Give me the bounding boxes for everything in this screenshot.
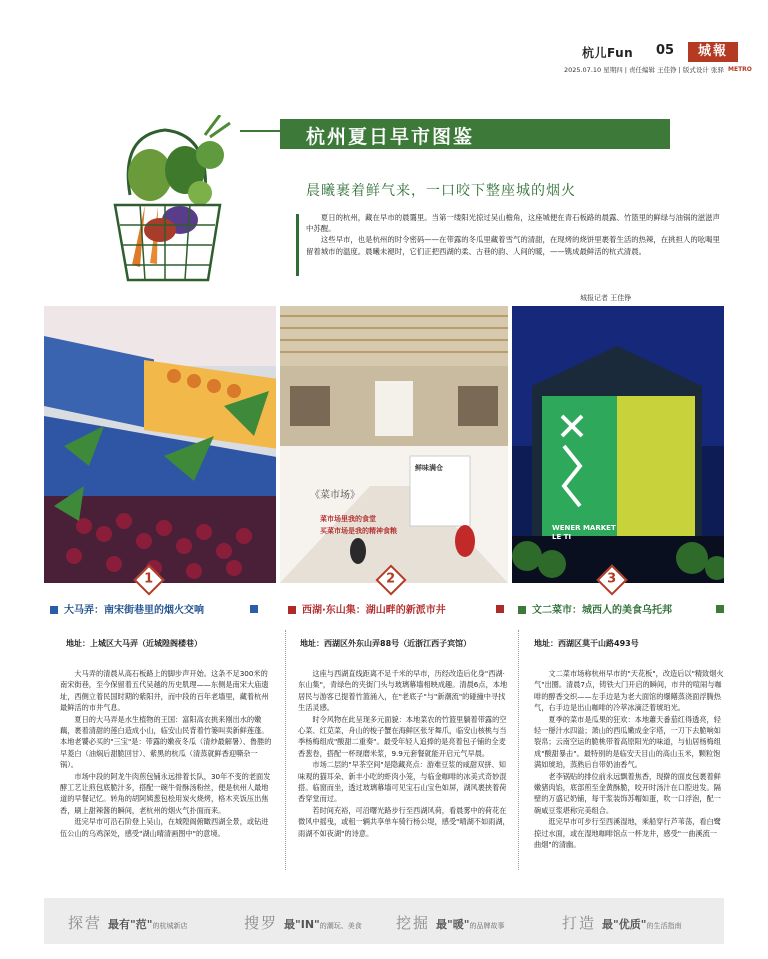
photo-market-interior bbox=[280, 306, 508, 583]
body-paragraph: 老李锅贴的排位前永远飘着焦香，现擀的面皮包裹着鲜嫩猪肉馅，底部煎至金黄酥脆，咬开时汤汁在口腔迸发。隔壁的万盛记奶铺，每干浆装饰苏帽如蛋，吹一口浮泡，配一碗咸豆浆堪称完美组合。 bbox=[534, 771, 721, 815]
page-number: 05 bbox=[656, 43, 675, 58]
photo-badge: 2 bbox=[375, 564, 406, 595]
column-heading: 西湖·东山集：湖山畔的新派市井 bbox=[288, 601, 446, 619]
body-paragraph: 若时间充裕，可沿曙光路步行至西湖风荷，看晨雾中的荷花在微风中摇曳，或租一辆共享单车骑行杨公堤，感受"晴湖不如雨湖，雨湖不如夜湖"的诗意。 bbox=[298, 805, 510, 838]
heading-marker bbox=[716, 605, 724, 613]
newspaper-stamp: 城報 bbox=[688, 42, 738, 62]
footer-item: 打造 最"优质"的生活指南 bbox=[562, 914, 682, 932]
intro-paragraph: 这些早市，也是杭州的时令密码——在带露的冬瓜里藏着雪气的清甜，在现烤的烧饼里裹着生活的热辣，在挑担人的吆喝里留着城市的温度。晨曦未褪时，它们正把西湖的柔、古巷的韵、人间的暖，——镌成最鲜活的杭式清晨。 bbox=[306, 235, 720, 256]
masthead bbox=[582, 42, 750, 64]
shop-sign: 鲜味满仓 bbox=[415, 464, 443, 472]
body-paragraph: 时令风物在此呈现多元面貌：本地菜农的竹篮里躺着带露的空心菜、红苋菜，舟山的梭子蟹在海鲜区张牙舞爪，临安山核桃与当季杨梅组成"酸甜二重奏"。最受年轻人追捧的是亮着包子铺的全麦香葱卷，搭配一杯现磨米浆，9.9元套餐就能开启元气早晨。 bbox=[298, 714, 507, 758]
body-paragraph: 文二菜市场称杭州早市的"天花板"，改造后以"精致烟火气"出圈。清晨7点，铸铁大门开启的瞬间，市井的喧闹与咖啡的醇香交织——左手边是为老大面馆的爆鳝蒸浇面浮腾热气，右手边是出山咖啡的冷萃冰滴泛着琥珀光。 bbox=[534, 669, 724, 713]
body-paragraph: 逛完早市可步行至西溪湿地，乘船穿行芦苇荡，看白鹭掠过水面，或在湿地咖啡馆点一杯龙井，感受"一曲溪流一曲烟"的清幽。 bbox=[534, 817, 721, 850]
title-accent-line bbox=[240, 130, 280, 132]
column-heading: 大马弄：南宋街巷里的烟火交响 bbox=[50, 601, 204, 619]
sign-market-title: 《菜市场》 bbox=[310, 490, 360, 501]
footer-banner bbox=[44, 898, 724, 944]
column-divider bbox=[518, 630, 519, 870]
column-divider bbox=[285, 630, 286, 870]
slogan-1: 菜市场里我的食堂 bbox=[320, 515, 376, 523]
body-paragraph: 大马弄的清晨从高石板路上的脚步声开始。这条不足300米的南宋街巷，至今保留着五代吴越的历史肌理——东侧是南宋大庙遗址，西侧立着民国时期的紫阳井，而中段的百年老墙里，藏着杭州最鲜活的市井气息。 bbox=[60, 669, 269, 713]
intro-paragraph: 夏日的杭州，藏在早市的晨霭里。当第一缕阳光掠过吴山檐角，这座城便在青石板路的晨露、竹篮里的鲜绿与油锅的滋滋声中苏醒。 bbox=[306, 213, 720, 234]
body-paragraph: 夏季的菜市是瓜果的狂欢：本地蕭天番茄红得透亮，轻轻一掰汁水四溢；萧山的西瓜嫩成金字塔，一刀下去脆响如裂帛；云南空运的脆桃带着高原阳光的味道，与仙居杨梅组成"酸甜暴击"。最特别的是临安天目山的高山玉米，颗粒饱满如琥珀，蒸熟后自带奶油香气。 bbox=[534, 714, 721, 770]
intro bbox=[306, 212, 726, 257]
footer-item: 搜罗 最"IN"的潮玩、美食 bbox=[244, 914, 362, 932]
subtitle: 晨曦裹着鲜气来，一口咬下整座城的烟火 bbox=[306, 183, 576, 199]
heading-marker bbox=[496, 605, 504, 613]
photo-badge: 3 bbox=[596, 564, 627, 595]
body-paragraph: 这座与西湖直线距离不足千米的早市，历经改造后化身"西湖·东山集"，青绿色的夹街门头与玻璃幕墙相映成趣。清晨6点，本地居民与游客已提着竹篮涌入，在"老底子"与"新潮流"的碰撞中寻找生活灵感。 bbox=[298, 669, 508, 713]
page-title: 杭州夏日早市图鉴 bbox=[306, 126, 475, 148]
building-signage: WENER MARKET LE TI bbox=[552, 524, 616, 541]
column-address: 地址：西湖区外东山弄88号（近浙江西子宾馆） bbox=[300, 639, 472, 648]
section-name: 杭儿Fun bbox=[582, 46, 634, 60]
title-band bbox=[280, 119, 670, 149]
body-paragraph: 逛完早市可沿石阶登上吴山，在城隍阁俯瞰西湖全景，或钻进伍公山的乌鸡深处，感受"湖山晴清画图中"的意境。 bbox=[60, 817, 269, 838]
column-address: 地址：上城区大马弄（近城隍阁楼巷） bbox=[66, 639, 202, 648]
column-body bbox=[60, 668, 272, 839]
vegetable-basket-illustration bbox=[90, 115, 240, 285]
intro-rule bbox=[296, 214, 299, 276]
photo-market-building bbox=[512, 306, 724, 583]
dateline: 2025.07.10 星期四 | 责任编辑 王佳铮 | 版式设计 张驿 bbox=[563, 66, 724, 74]
column-address: 地址：西湖区莫干山路493号 bbox=[534, 639, 639, 648]
heading-marker bbox=[250, 605, 258, 613]
footer-item: 挖掘 最"暖"的品牌故事 bbox=[396, 914, 505, 932]
body-paragraph: 市场二层的"早茶空间"是隐藏亮点：游难豆浆的咸甜双拼、知味观的猫耳朵、新丰小吃的虾肉小笼，与临金咖啡的冰美式奇妙混搭。临窗而坐，透过玻璃幕墙可见宝石山宝色如屏，湖风裹挟着荷香穿堂而过。 bbox=[298, 760, 507, 804]
column-heading: 文二菜市：城西人的美食乌托邦 bbox=[518, 601, 672, 619]
photo-fruit-stall bbox=[44, 306, 276, 583]
byline: 城报记者 王佳铮 bbox=[580, 294, 632, 302]
metro-label: METRO bbox=[728, 66, 752, 73]
body-paragraph: 市场中段的阿龙牛肉煎包铺永远排着长队，30年不变的老面发酵工艺让煎包底脆汁多，搭配一碗牛骨酥汤粉丝，便是杭州人最地道的早餐记忆。转角的胡阿姨葱包桧用炭火烧烤，格木夹饭压出焦香，刷上甜辣酱的瞬间，老杭州的烟火气扑面而来。 bbox=[60, 771, 271, 815]
column-body bbox=[534, 668, 724, 851]
column-body bbox=[298, 668, 510, 839]
footer-item: 探营 最有"范"的杭城新店 bbox=[68, 914, 188, 932]
photo-badge: 1 bbox=[133, 564, 164, 595]
slogan-2: 买菜市场是我的精神食粮 bbox=[320, 527, 397, 535]
body-paragraph: 夏日的大马弄是水生植物的王国：富阳高农挑来刚出水的嫩藕，裹着清甜的莲白造成小山，临安山民背着竹篓叫卖新鲜莲蓬。本地老饕必买的"三宝"是：带露的嫩夜冬瓜（清炒最解暑）、鲁塍的早菱白（油焖后甜脆回甘）、紫黑的杭瓜（清蒸就鲜香迎嘶杂一锅）。 bbox=[60, 714, 272, 770]
